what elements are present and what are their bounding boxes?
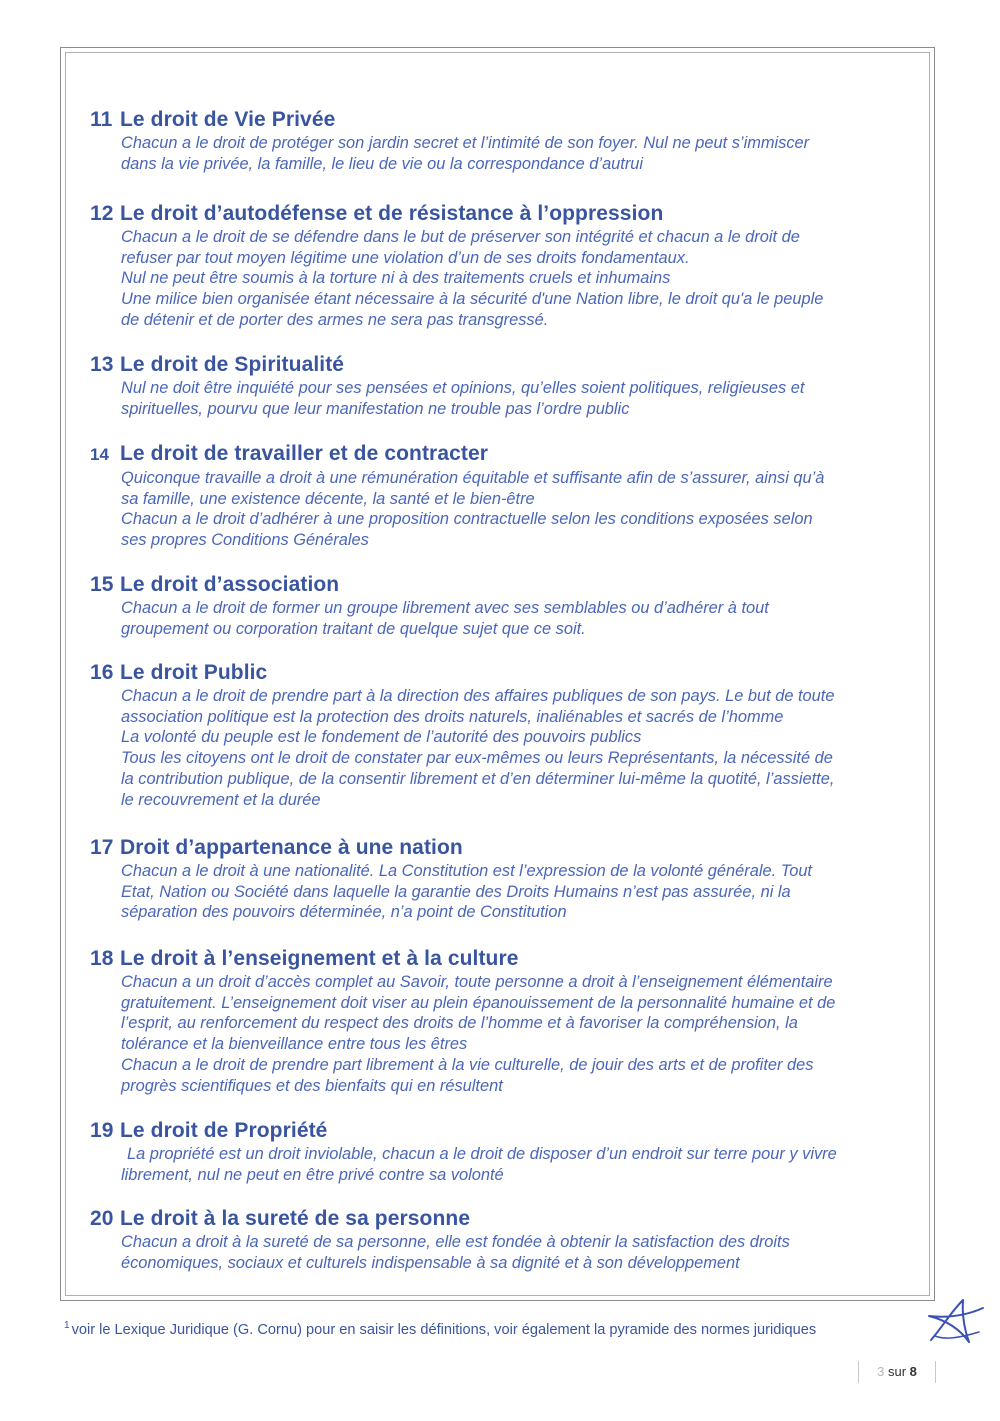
article-title: Le droit à la sureté de sa personne [120,1207,471,1230]
article-body-line: Chacun a le droit d’adhérer à une proposition contractuelle selon les conditions exposées selon [121,510,813,529]
article-body-line: Chacun a le droit de prendre part à la direction des affaires publiques de son pays. Le but de toute [121,687,835,705]
article-body-line: groupement ou corporation traitant de quelque sujet que ce soit. [121,619,586,638]
article-number: 14 [90,445,110,464]
article-body-line: le recouvrement et la durée [121,790,321,809]
article-heading [90,201,920,227]
article-body-line: sa famille, une existence décente, la santé et le bien-être [121,489,535,508]
footnote-text: voir le Lexique Juridique (G. Cornu) pour en saisir les définitions, voir également la pyramide des normes juridiques [71,1321,817,1338]
article-title: Le droit à l’enseignement et à la culture [120,947,519,970]
article-heading [90,572,920,598]
article-body-line: Nul ne doit être inquiété pour ses pensées et opinions, qu’elles soient politiques, religieuses et [121,379,805,397]
article-heading [90,1118,920,1144]
article-body [121,378,920,419]
article-number: 17 [90,836,114,859]
article-title: Le droit de Vie Privée [120,108,336,131]
article-17 [90,835,920,923]
article-title: Le droit d’association [120,573,340,596]
article-body-line: progrès scientifiques et des bienfaits qui en résultent [121,1076,503,1095]
article-body-line: refuser par tout moyen légitime une violation d’un de ses droits fondamentaux. [121,248,690,267]
article-body-line: Etat, Nation ou Société dans laquelle la garantie des Droits Humains n’est pas assurée, ni la [121,882,791,901]
article-body [121,133,920,174]
article-body-line: Chacun a le droit de prendre part librement à la vie culturelle, de jouir des arts et de profiter des [121,1055,814,1074]
article-title: Droit d’appartenance à une nation [120,836,463,859]
article-body-line: séparation des pouvoirs déterminée, n’a point de Constitution [121,903,567,922]
article-number: 18 [90,947,114,970]
article-body-line: librement, nul ne peut en être privé contre sa volonté [121,1165,504,1184]
page-current: 3 [877,1364,885,1379]
article-body-line: Quiconque travaille a droit à une rémunération équitable et suffisante afin de s’assurer, ainsi qu’à [121,469,825,487]
article-18 [90,946,920,1096]
article-title: Le droit de travailler et de contracter [120,442,489,465]
article-15 [90,572,920,639]
article-number: 11 [90,108,113,131]
article-body-line: ses propres Conditions Générales [121,531,369,550]
article-number: 12 [90,202,114,225]
article-body-line: tolérance et la bienveillance entre tous les êtres [121,1035,468,1054]
article-number: 15 [90,573,114,596]
article-body-line: l’esprit, au renforcement du respect des droits de l’homme et à favoriser la compréhension, la [121,1014,798,1033]
article-14 [90,441,920,551]
article-body-line: Nul ne peut être soumis à la torture ni à des traitements cruels et inhumains [121,269,671,288]
page-sep: sur [887,1364,907,1379]
article-body [121,227,920,331]
article-body-line: spirituelles, pourvu que leur manifestation ne trouble pas l’ordre public [121,399,630,418]
article-heading [90,946,920,972]
article-12 [90,201,920,331]
article-body-line: Chacun a droit à la sureté de sa personne, elle est fondée à obtenir la satisfaction des droits [121,1233,790,1251]
article-body-line: de détenir et de porter des armes ne sera pas transgressé. [121,310,549,329]
article-body-line: Chacun a un droit d’accès complet au Savoir, toute personne a droit à l’enseignement élémentaire [121,973,833,991]
article-number: 16 [90,661,114,684]
article-number: 19 [90,1119,114,1142]
article-heading [90,441,920,468]
article-body [121,861,920,923]
page-number [858,1361,936,1383]
footnote-marker: 1 [64,1320,70,1331]
article-13 [90,352,920,419]
article-body-line: La propriété est un droit inviolable, chacun a le droit de disposer d’un endroit sur terre pour y vivre [127,1145,837,1163]
article-body [121,468,920,551]
article-body-line: Chacun a le droit à une nationalité. La Constitution est l’expression de la volonté générale. Tout [121,862,812,880]
article-body [121,972,920,1096]
page-total: 8 [909,1364,917,1379]
article-body-line: dans la vie privée, la famille, le lieu de vie ou la correspondance d’autrui [121,154,644,173]
article-heading [90,660,920,686]
article-title: Le droit de Spiritualité [120,353,345,376]
article-title: Le droit Public [120,661,268,684]
article-body-line: économiques, sociaux et culturels indispensable à sa dignité et à son développement [121,1253,740,1272]
article-body [121,598,920,639]
article-heading [90,835,920,861]
footnote [64,1320,816,1338]
article-title: Le droit de Propriété [120,1119,328,1142]
article-body-line: Chacun a le droit de protéger son jardin secret et l’intimité de son foyer. Nul ne peut s’immiscer [121,134,810,152]
article-body [121,1144,920,1185]
article-body [121,1232,920,1273]
article-body-line: La volonté du peuple est le fondement de l’autorité des pouvoirs publics [121,728,642,747]
article-body [121,686,920,810]
article-body-line: Une milice bien organisée étant nécessaire à la sécurité d'une Nation libre, le droit qu'a le peuple [121,290,824,309]
article-body-line: association politique est la protection des droits naturels, inaliénables et sacrés de l’homme [121,707,784,726]
article-body-line: gratuitement. L’enseignement doit viser au plein épanouissement de la personnalité humaine et de [121,993,836,1012]
article-16 [90,660,920,810]
article-19 [90,1118,920,1185]
article-number: 20 [90,1207,114,1230]
article-title: Le droit d’autodéfense et de résistance à l’oppression [120,202,664,225]
article-body-line: Chacun a le droit de se défendre dans le but de préserver son intégrité et chacun a le droit de [121,228,800,246]
article-11 [90,107,920,174]
article-heading [90,352,920,378]
article-body-line: Chacun a le droit de former un groupe librement avec ses semblables ou d’adhérer à tout [121,599,769,617]
article-number: 13 [90,353,114,376]
article-heading [90,107,920,133]
signature-mark [925,1296,985,1346]
article-body-line: Tous les citoyens ont le droit de constater par eux-mêmes ou leurs Représentants, la nécessité de [121,749,833,768]
article-20 [90,1206,920,1273]
article-body-line: la contribution publique, de la consentir librement et d’en déterminer lui-même la quotité, l’assiette, [121,769,835,788]
article-heading [90,1206,920,1232]
